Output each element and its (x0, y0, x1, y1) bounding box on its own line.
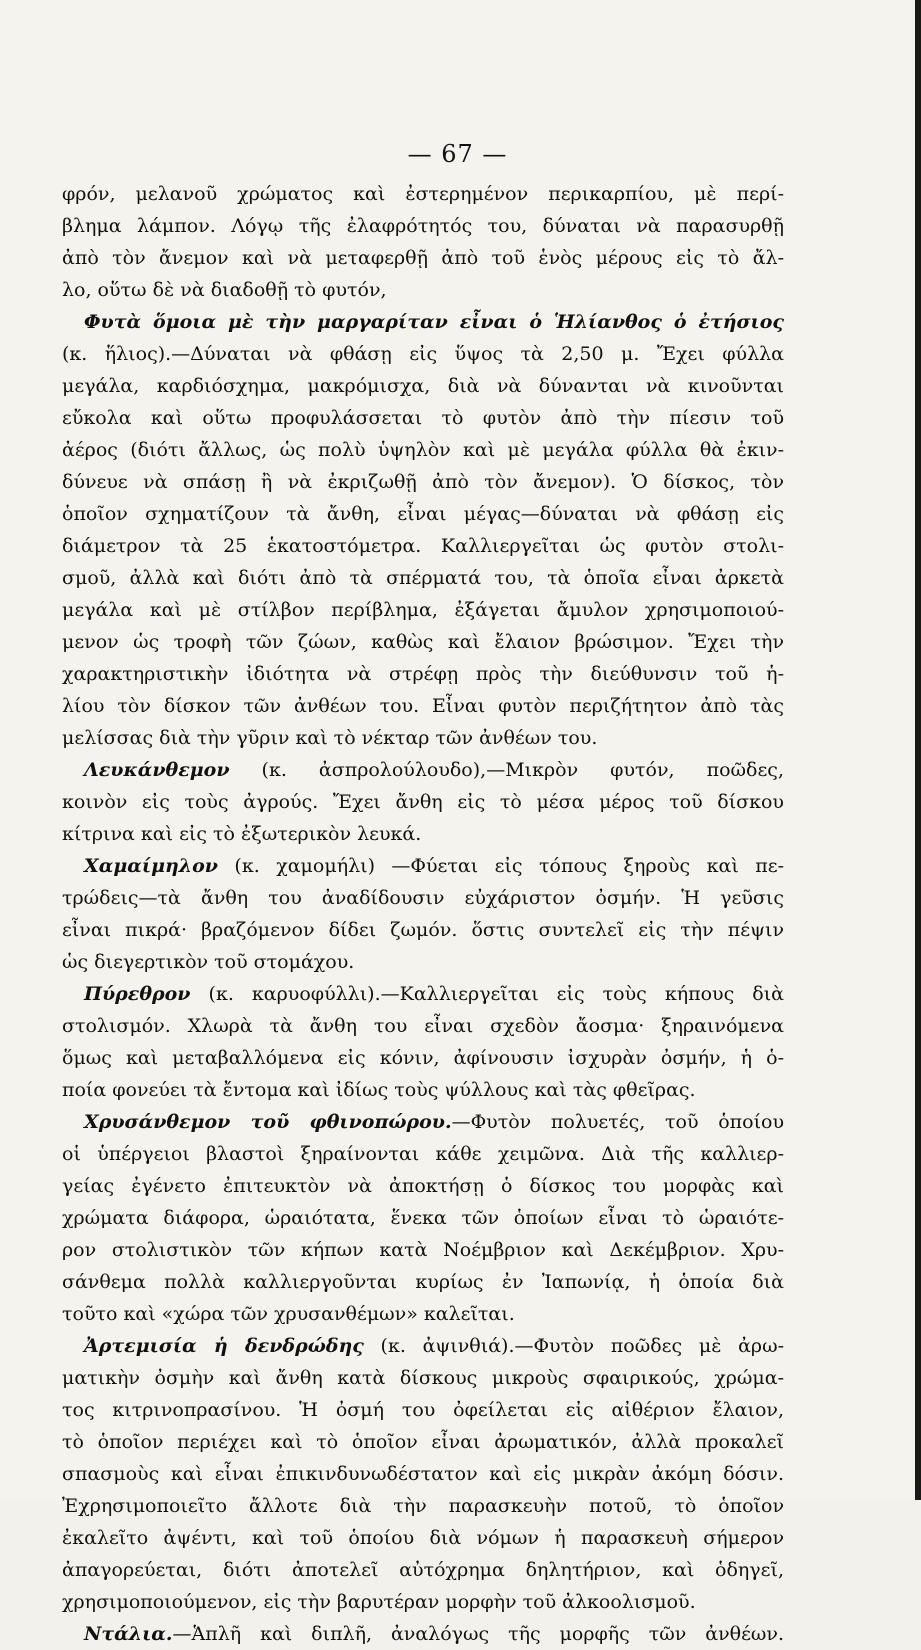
line-text: δύνευε νὰ σπάσῃ ἢ νὰ ἐκριζωθῇ ἀπὸ τὸν ἄνεμον). Ὁ δίσκος, τὸν (62, 471, 784, 493)
page-number: — 67 — (407, 140, 508, 168)
text-line (62, 1426, 784, 1458)
line-text: μελίσσας διὰ τὴν γῦριν καὶ τὸ νέκταρ τῶν ἀνθέων του. (62, 727, 598, 749)
line-text: φρόν, μελανοῦ χρώματος καὶ ἐστερημένον περικαρπίου, μὲ περί- (62, 183, 784, 205)
text-line (62, 1458, 784, 1490)
text-line (62, 1106, 784, 1138)
line-text: τρώδεις—τὰ ἄνθη του ἀναδίδουσιν εὐχάριστον ὀσμήν. Ἡ γεῦσις (62, 887, 784, 909)
text-line (62, 786, 784, 818)
entry-term: Ἀρτεμισία ἡ δενδρώδης (84, 1335, 364, 1357)
text-line (62, 1362, 784, 1394)
line-text: ἀπαγορεύεται, διότι ἀποτελεῖ αὐτόχρημα δηλητήριον, καὶ ὁδηγεῖ, (62, 1559, 784, 1581)
text-line (62, 1618, 784, 1650)
line-text: χρησιμοποιούμενον, εἰς τὴν βαρυτέραν μορφὴν τοῦ ἀλκοολισμοῦ. (62, 1591, 696, 1613)
text-line (62, 1554, 784, 1586)
body-text (62, 178, 784, 1650)
line-text: τὸ ὁποῖον περιέχει καὶ τὸ ὁποῖον εἶναι ἀρωματικόν, ἀλλὰ προκαλεῖ (62, 1431, 784, 1453)
line-text: λο, οὕτω δὲ νὰ διαδοθῇ τὸ φυτόν, (62, 279, 387, 301)
text-line (62, 1490, 784, 1522)
text-line (62, 594, 784, 626)
line-text: ποία φονεύει τὰ ἔντομα καὶ ἰδίως τοὺς ψύλλους καὶ τὰς φθεῖρας. (62, 1079, 696, 1101)
text-line (62, 242, 784, 274)
text-line (62, 1042, 784, 1074)
line-text: σμοῦ, ἀλλὰ καὶ διότι ἀπὸ τὰ σπέρματά του, τὰ ὁποῖα εἶναι ἀρκετὰ (62, 567, 784, 589)
text-line (62, 690, 784, 722)
text-line (62, 178, 784, 210)
entry-term: Πύρεθρον (84, 983, 191, 1005)
line-text: τος κιτρινοπρασίνου. Ἡ ὀσμή του ὀφείλεται εἰς αἰθέριον ἔλαιον, (62, 1399, 784, 1421)
text-line (62, 402, 784, 434)
entry-term: Χαμαίμηλον (84, 855, 218, 877)
line-text: (κ. ἀσπρολούλουδο),—Μικρὸν φυτόν, ποῶδες, (229, 759, 784, 781)
entry-term: Ντάλια. (84, 1623, 173, 1645)
text-line (62, 1170, 784, 1202)
line-text: —Ἁπλῆ καὶ διπλῆ, ἀναλόγως τῆς μορφῆς τῶν ἀνθέων. (172, 1623, 784, 1645)
line-text: εὔκολα καὶ οὕτω προφυλάσσεται τὸ φυτὸν ἀπὸ τὴν πίεσιν τοῦ (62, 407, 784, 429)
line-text: κοινὸν εἰς τοὺς ἀγρούς. Ἔχει ἄνθη εἰς τὸ μέσα μέρος τοῦ δίσκου (62, 791, 784, 813)
text-line (62, 434, 784, 466)
line-text: (κ. χαμομήλι) —Φύεται εἰς τόπους ξηροὺς καὶ πε- (217, 855, 784, 877)
text-line (62, 882, 784, 914)
line-text: σάνθεμα πολλὰ καλλιεργοῦνται κυρίως ἐν Ἰαπωνίᾳ, ἡ ὁποία διὰ (62, 1271, 784, 1293)
text-line (62, 498, 784, 530)
line-text: γείας ἐγένετο ἐπιτευκτὸν νὰ ἀποκτήσῃ ὁ δίσκος του μορφὰς καὶ (62, 1175, 784, 1197)
line-text: (κ. ἀψινθιά).—Φυτὸν ποῶδες μὲ ἀρω- (363, 1335, 784, 1357)
line-text: ἀπὸ τὸν ἄνεμον καὶ νὰ μεταφερθῇ ἀπὸ τοῦ ἑνὸς μέρους εἰς τὸ ἄλ- (62, 247, 784, 269)
text-line (62, 1298, 784, 1330)
line-text: λίου τὸν δίσκον τῶν ἀνθέων του. Εἶναι φυτὸν περιζήτητον ἀπὸ τὰς (62, 695, 784, 717)
line-text: κίτρινα καὶ εἰς τὸ ἐξωτερικὸν λευκά. (62, 823, 422, 845)
line-text: (κ. ἥλιος).—Δύναται νὰ φθάσῃ εἰς ὕψος τὰ 2,50 μ. Ἔχει φύλλα (62, 343, 784, 365)
text-line (62, 850, 784, 882)
text-line (62, 754, 784, 786)
line-text: ρον στολιστικὸν τῶν κήπων κατὰ Νοέμβριον καὶ Δεκέμβριον. Χρυ- (62, 1239, 784, 1261)
line-text: μεγάλα καὶ μὲ στίλβον περίβλημα, ἐξάγεται ἄμυλον χρησιμοποιού- (62, 599, 784, 621)
line-text: ματικὴν ὀσμὴν καὶ ἄνθη κατὰ δίσκους μικροὺς σφαιρικούς, χρώμα- (62, 1367, 784, 1389)
line-text: ὡς διεγερτικὸν τοῦ στομάχου. (62, 951, 355, 973)
text-line (62, 210, 784, 242)
text-line (62, 722, 784, 754)
line-text: —Φυτὸν πολυετές, τοῦ ὁποίου (451, 1111, 784, 1133)
text-line (62, 274, 784, 306)
line-text: σπασμοὺς καὶ εἶναι ἐπικινδυνωδέστατον καὶ εἰς μικρὰν ἀκόμη δόσιν. (62, 1463, 784, 1485)
text-line (62, 1138, 784, 1170)
line-text: ἀέρος (διότι ἄλλως, ὡς πολὺ ὑψηλὸν καὶ μὲ μεγάλα φύλλα θὰ ἐκιν- (62, 439, 784, 461)
line-text: μενον ὡς τροφὴ τῶν ζώων, καθὼς καὶ ἔλαιον βρώσιμον. Ἔχει τὴν (62, 631, 784, 653)
text-line (62, 978, 784, 1010)
text-line (62, 1202, 784, 1234)
line-text: οἱ ὑπέργειοι βλαστοὶ ξηραίνονται κάθε χειμῶνα. Διὰ τῆς καλλιερ- (62, 1143, 784, 1165)
line-text: (κ. καρυοφύλλι).—Καλλιεργεῖται εἰς τοὺς κήπους διὰ (190, 983, 784, 1005)
line-text: χαρακτηριστικὴν ἰδιότητα νὰ στρέφῃ πρὸς τὴν διεύθυνσιν τοῦ ἡ- (62, 663, 784, 685)
text-line (62, 1586, 784, 1618)
line-text: ὁποῖον σχηματίζουν τὰ ἄνθη, εἶναι μέγας—δύναται νὰ φθάσῃ εἰς (62, 503, 784, 525)
line-text: ἐκαλεῖτο ἀψέντι, καὶ τοῦ ὁποίου διὰ νόμων ἡ παρασκευὴ σήμερον (62, 1527, 784, 1549)
line-text: μεγάλα, καρδιόσχημα, μακρόμισχα, διὰ νὰ δύνανται νὰ κινοῦνται (62, 375, 784, 397)
text-line (62, 338, 784, 370)
entry-term: Λευκάνθεμον (84, 759, 230, 781)
text-line (62, 914, 784, 946)
text-line (62, 1522, 784, 1554)
text-line (62, 658, 784, 690)
text-line (62, 818, 784, 850)
line-text: στολισμόν. Χλωρὰ τὰ ἄνθη του εἶναι σχεδὸν ἄοσμα· ξηραινόμενα (62, 1015, 784, 1037)
line-text: χρώματα διάφορα, ὡραιότατα, ἕνεκα τῶν ὁποίων εἶναι τὸ ὡραιότε- (62, 1207, 784, 1229)
text-line (62, 370, 784, 402)
text-line (62, 1394, 784, 1426)
text-line (62, 306, 784, 338)
text-line (62, 1330, 784, 1362)
line-text: τοῦτο καὶ «χώρα τῶν χρυσανθέμων» καλεῖται. (62, 1303, 515, 1325)
text-line (62, 562, 784, 594)
entry-term: Φυτὰ ὅμοια μὲ τὴν μαργαρίταν εἶναι ὁ Ἡλίανθος ὁ ἐτήσιος (84, 311, 784, 333)
text-line (62, 1074, 784, 1106)
entry-term: Χρυσάνθεμον τοῦ φθινοπώρου. (84, 1111, 452, 1133)
text-line (62, 1234, 784, 1266)
line-text: διάμετρον τὰ 25 ἑκατοστόμετρα. Καλλιεργεῖται ὡς φυτὸν στολι- (62, 535, 784, 557)
line-text: εἶναι πικρά· βραζόμενον δίδει ζωμόν. ὅστις συντελεῖ εἰς τὴν πέψιν (62, 919, 784, 941)
text-line (62, 466, 784, 498)
text-line (62, 946, 784, 978)
text-line (62, 626, 784, 658)
line-text: ὅμως καὶ μεταβαλλόμενα εἰς κόνιν, ἀφίνουσιν ἰσχυρὰν ὀσμήν, ἡ ὁ- (62, 1047, 784, 1069)
text-line (62, 530, 784, 562)
line-text: Ἐχρησιμοποιεῖτο ἄλλοτε διὰ τὴν παρασκευὴν ποτοῦ, τὸ ὁποῖον (62, 1495, 784, 1517)
text-line (62, 1266, 784, 1298)
text-line (62, 1010, 784, 1042)
line-text: βλημα λάμπον. Λόγῳ τῆς ἐλαφρότητός του, δύναται νὰ παρασυρθῇ (62, 215, 784, 237)
